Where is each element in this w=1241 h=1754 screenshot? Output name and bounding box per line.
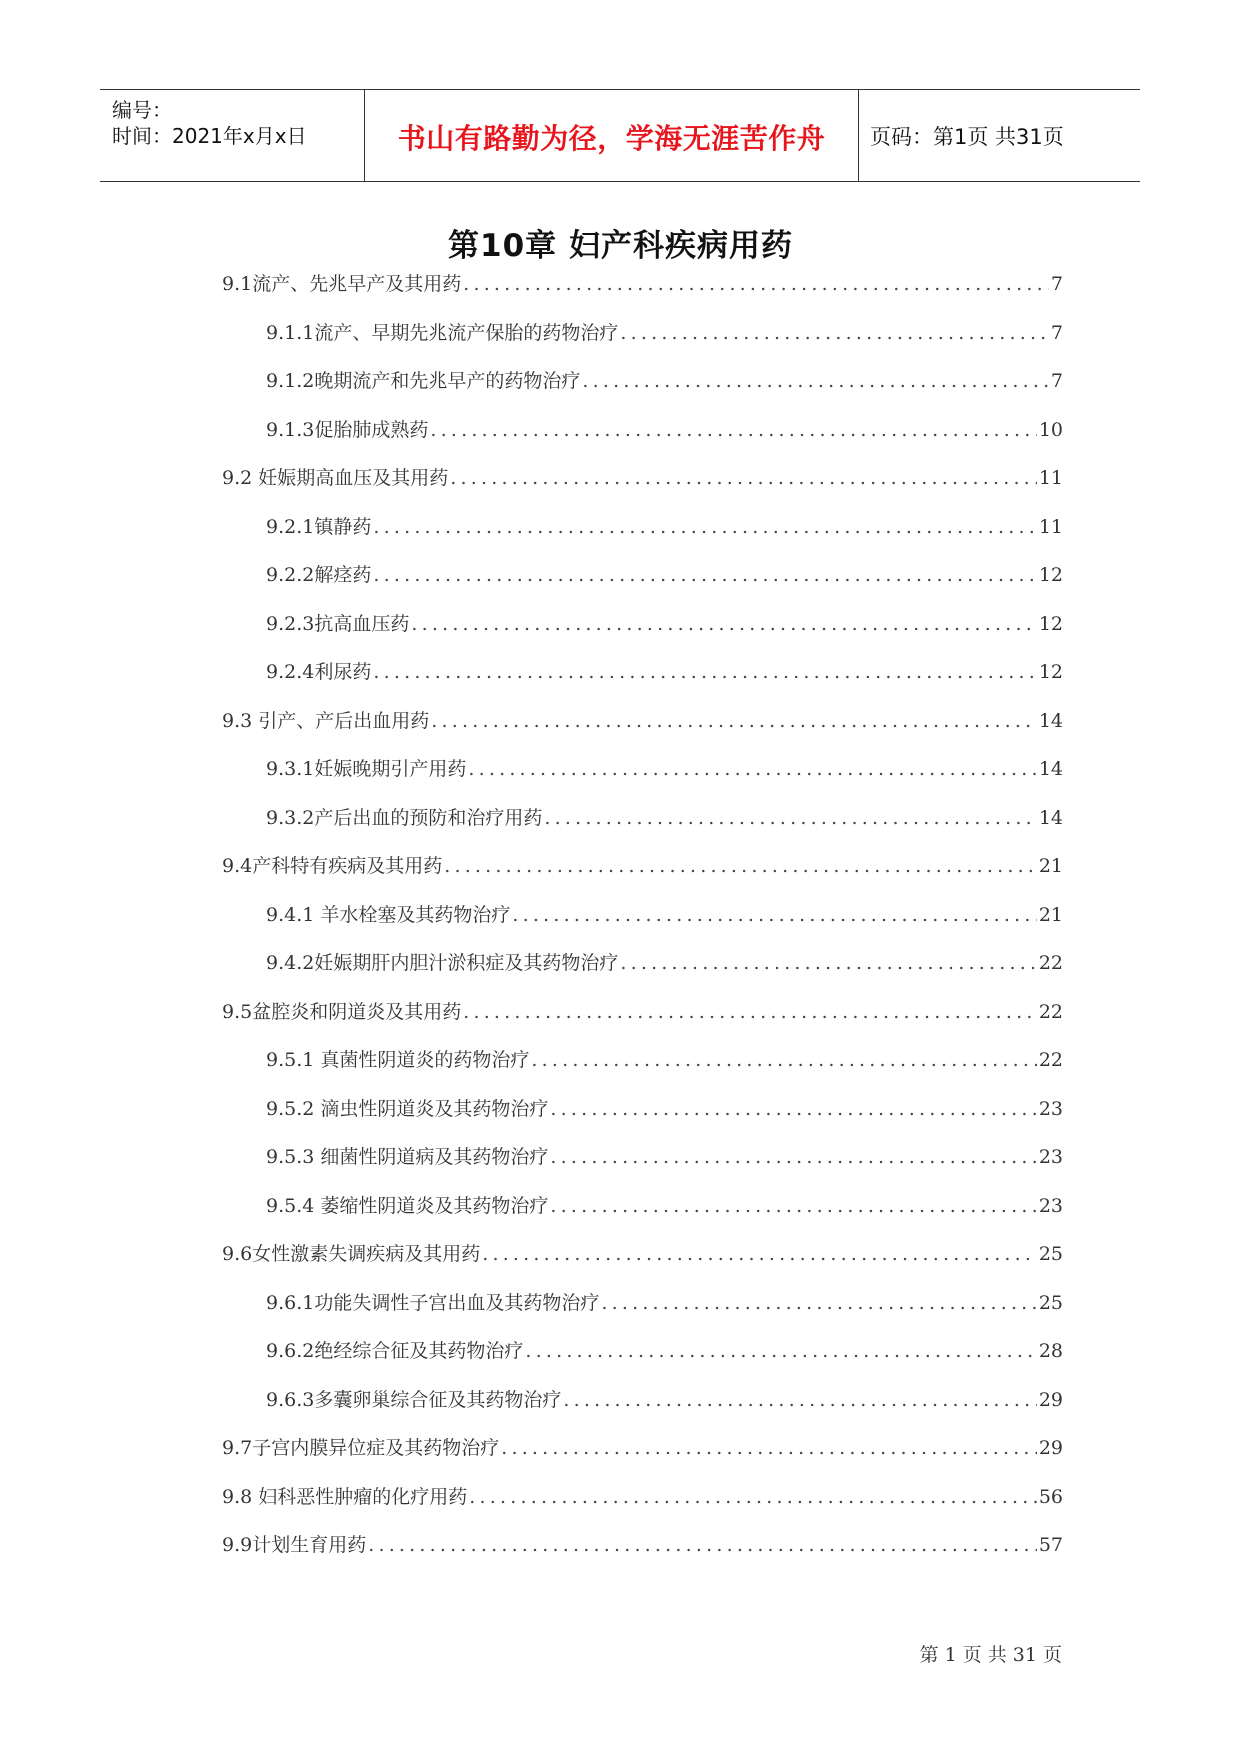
motto: 书山有路勤为径，学海无涯苦作舟: [397, 122, 826, 155]
toc-entry-page: 57: [1038, 1534, 1063, 1556]
toc-leader-dots: [463, 1001, 1037, 1023]
toc-entry-label: 9.6.2绝经综合征及其药物治疗: [266, 1340, 524, 1362]
toc-entry-page: 12: [1038, 564, 1063, 586]
toc-entry-label: 9.8 妇科恶性肿瘤的化疗用药: [222, 1485, 468, 1508]
toc-entry-label: 9.5.4 萎缩性阴道炎及其药物治疗: [266, 1194, 549, 1217]
toc-entry[interactable]: [222, 997, 1063, 1027]
toc-entry[interactable]: [266, 657, 1063, 687]
toc-entry-page: 21: [1038, 855, 1063, 877]
toc-leader-dots: [531, 1049, 1036, 1071]
toc-entry-label: 9.5.3 细菌性阴道病及其药物治疗: [266, 1146, 549, 1168]
toc-entry[interactable]: [266, 1142, 1063, 1172]
toc-entry[interactable]: [266, 1385, 1063, 1415]
toc-leader-dots: [544, 807, 1036, 829]
toc-entry-label: 9.5盆腔炎和阴道炎及其用药: [222, 1000, 462, 1023]
toc-entry[interactable]: [266, 1288, 1063, 1318]
toc-leader-dots: [550, 1146, 1036, 1168]
toc-entry-page: 28: [1038, 1340, 1063, 1362]
toc-entry[interactable]: [222, 706, 1063, 736]
toc-leader-dots: [430, 419, 1036, 441]
toc-entry-label: 9.2.2解痉药: [266, 564, 372, 586]
toc-entry[interactable]: [266, 1045, 1063, 1075]
toc-entry[interactable]: [266, 1094, 1063, 1124]
toc-entry-page: 22: [1038, 952, 1063, 974]
header-page-info: 页码：第1页 共31页: [870, 124, 1064, 149]
toc-entry-page: 29: [1038, 1388, 1063, 1411]
toc-leader-dots: [373, 516, 1036, 538]
toc-entry[interactable]: [222, 1433, 1063, 1463]
toc-entry[interactable]: [266, 1191, 1063, 1221]
toc-entry-page: 11: [1038, 515, 1063, 538]
toc-leader-dots: [373, 564, 1036, 586]
toc-entry-page: 12: [1038, 661, 1063, 683]
toc-leader-dots: [444, 855, 1037, 877]
toc-entry-page: 7: [1050, 321, 1063, 344]
toc-entry-label: 9.9计划生育用药: [222, 1534, 367, 1556]
toc-leader-dots: [469, 1486, 1037, 1508]
toc-entry-page: 7: [1050, 273, 1063, 295]
toc-entry-label: 9.3 引产、产后出血用药: [222, 709, 430, 732]
toc-entry-label: 9.2.3抗高血压药: [266, 612, 410, 635]
page-footer: 第 1 页 共 31 页: [919, 1644, 1062, 1666]
toc-leader-dots: [431, 710, 1037, 732]
header-page-cell: [859, 90, 1140, 181]
toc-entry[interactable]: [222, 1239, 1063, 1269]
toc-entry-label: 9.1.3促胎肺成熟药: [266, 418, 429, 441]
toc-entry-label: 9.6.1功能失调性子宫出血及其药物治疗: [266, 1291, 600, 1314]
toc-entry-page: 23: [1038, 1194, 1063, 1217]
toc-entry[interactable]: [266, 1336, 1063, 1366]
toc-entry-page: 23: [1038, 1146, 1063, 1168]
toc-entry-page: 12: [1038, 612, 1063, 635]
toc-leader-dots: [582, 370, 1049, 392]
toc-entry-page: 25: [1038, 1291, 1063, 1314]
toc-entry[interactable]: [222, 1530, 1063, 1560]
toc-entry-label: 9.2.1镇静药: [266, 515, 372, 538]
toc-entry-page: 22: [1038, 1000, 1063, 1023]
toc-entry-label: 9.4.1 羊水栓塞及其药物治疗: [266, 903, 511, 926]
toc-leader-dots: [550, 1195, 1036, 1217]
toc-entry[interactable]: [222, 463, 1063, 493]
chapter-title: 第10章 妇产科疾病用药: [448, 228, 793, 264]
toc-entry[interactable]: [266, 803, 1063, 833]
toc-entry-page: 23: [1038, 1097, 1063, 1120]
toc-entry-label: 9.7子宫内膜异位症及其药物治疗: [222, 1437, 500, 1459]
toc-entry[interactable]: [266, 948, 1063, 978]
toc-leader-dots: [563, 1389, 1036, 1411]
toc-leader-dots: [373, 661, 1036, 683]
toc-leader-dots: [450, 467, 1037, 489]
toc-leader-dots: [512, 904, 1036, 926]
toc-entry-label: 9.4.2妊娠期肝内胆汁淤积症及其药物治疗: [266, 952, 619, 974]
toc-entry-page: 21: [1038, 903, 1063, 926]
toc-entry-label: 9.6女性激素失调疾病及其用药: [222, 1243, 481, 1265]
toc-leader-dots: [463, 273, 1049, 295]
toc-entry[interactable]: [266, 754, 1063, 784]
toc-entry-label: 9.2 妊娠期高血压及其用药: [222, 467, 449, 489]
toc-entry-page: 14: [1038, 806, 1063, 829]
toc-leader-dots: [468, 758, 1036, 780]
toc-entry-page: 56: [1038, 1485, 1063, 1508]
toc-entry[interactable]: [266, 415, 1063, 445]
toc-entry-label: 9.5.1 真菌性阴道炎的药物治疗: [266, 1049, 530, 1071]
toc-leader-dots: [550, 1098, 1036, 1120]
toc-leader-dots: [525, 1340, 1036, 1362]
toc-entry[interactable]: [266, 512, 1063, 542]
toc-entry-label: 9.3.1妊娠晚期引产用药: [266, 758, 467, 780]
toc-entry[interactable]: [266, 609, 1063, 639]
header-meta-cell: [100, 90, 365, 181]
toc-entry[interactable]: [266, 318, 1063, 348]
toc-entry-page: 7: [1050, 370, 1063, 392]
header-motto-cell: [365, 90, 859, 181]
toc-entry[interactable]: [266, 366, 1063, 396]
toc-entry-page: 10: [1038, 418, 1063, 441]
toc-entry-page: 14: [1038, 758, 1063, 780]
toc-leader-dots: [501, 1437, 1037, 1459]
toc-entry-page: 25: [1038, 1243, 1063, 1265]
toc-entry[interactable]: [266, 560, 1063, 590]
toc-leader-dots: [368, 1534, 1037, 1556]
toc-entry-label: 9.1.2晚期流产和先兆早产的药物治疗: [266, 370, 581, 392]
toc-entry-page: 14: [1038, 709, 1063, 732]
toc-entry[interactable]: [222, 1482, 1063, 1512]
toc-leader-dots: [411, 613, 1036, 635]
document-time: 时间：2021年x月x日: [112, 124, 307, 148]
toc-leader-dots: [601, 1292, 1036, 1314]
toc-entry[interactable]: [222, 851, 1063, 881]
toc-entry-label: 9.6.3多囊卵巢综合征及其药物治疗: [266, 1388, 562, 1411]
toc-entry[interactable]: [266, 900, 1063, 930]
toc-entry-label: 9.1流产、先兆早产及其用药: [222, 273, 462, 295]
toc-entry-label: 9.1.1流产、早期先兆流产保胎的药物治疗: [266, 321, 619, 344]
toc-entry-label: 9.5.2 滴虫性阴道炎及其药物治疗: [266, 1097, 549, 1120]
toc-entry-page: 11: [1038, 467, 1063, 489]
toc-leader-dots: [620, 322, 1049, 344]
toc-entry[interactable]: [222, 269, 1063, 299]
toc-entry-label: 9.4产科特有疾病及其用药: [222, 855, 443, 877]
document-number: 编号：: [112, 98, 172, 122]
toc-entry-label: 9.2.4利尿药: [266, 661, 372, 683]
toc-leader-dots: [620, 952, 1036, 974]
toc-entry-page: 22: [1038, 1049, 1063, 1071]
document-header: [100, 89, 1140, 182]
toc-entry-page: 29: [1038, 1437, 1063, 1459]
toc-entry-label: 9.3.2产后出血的预防和治疗用药: [266, 806, 543, 829]
toc-leader-dots: [482, 1243, 1037, 1265]
